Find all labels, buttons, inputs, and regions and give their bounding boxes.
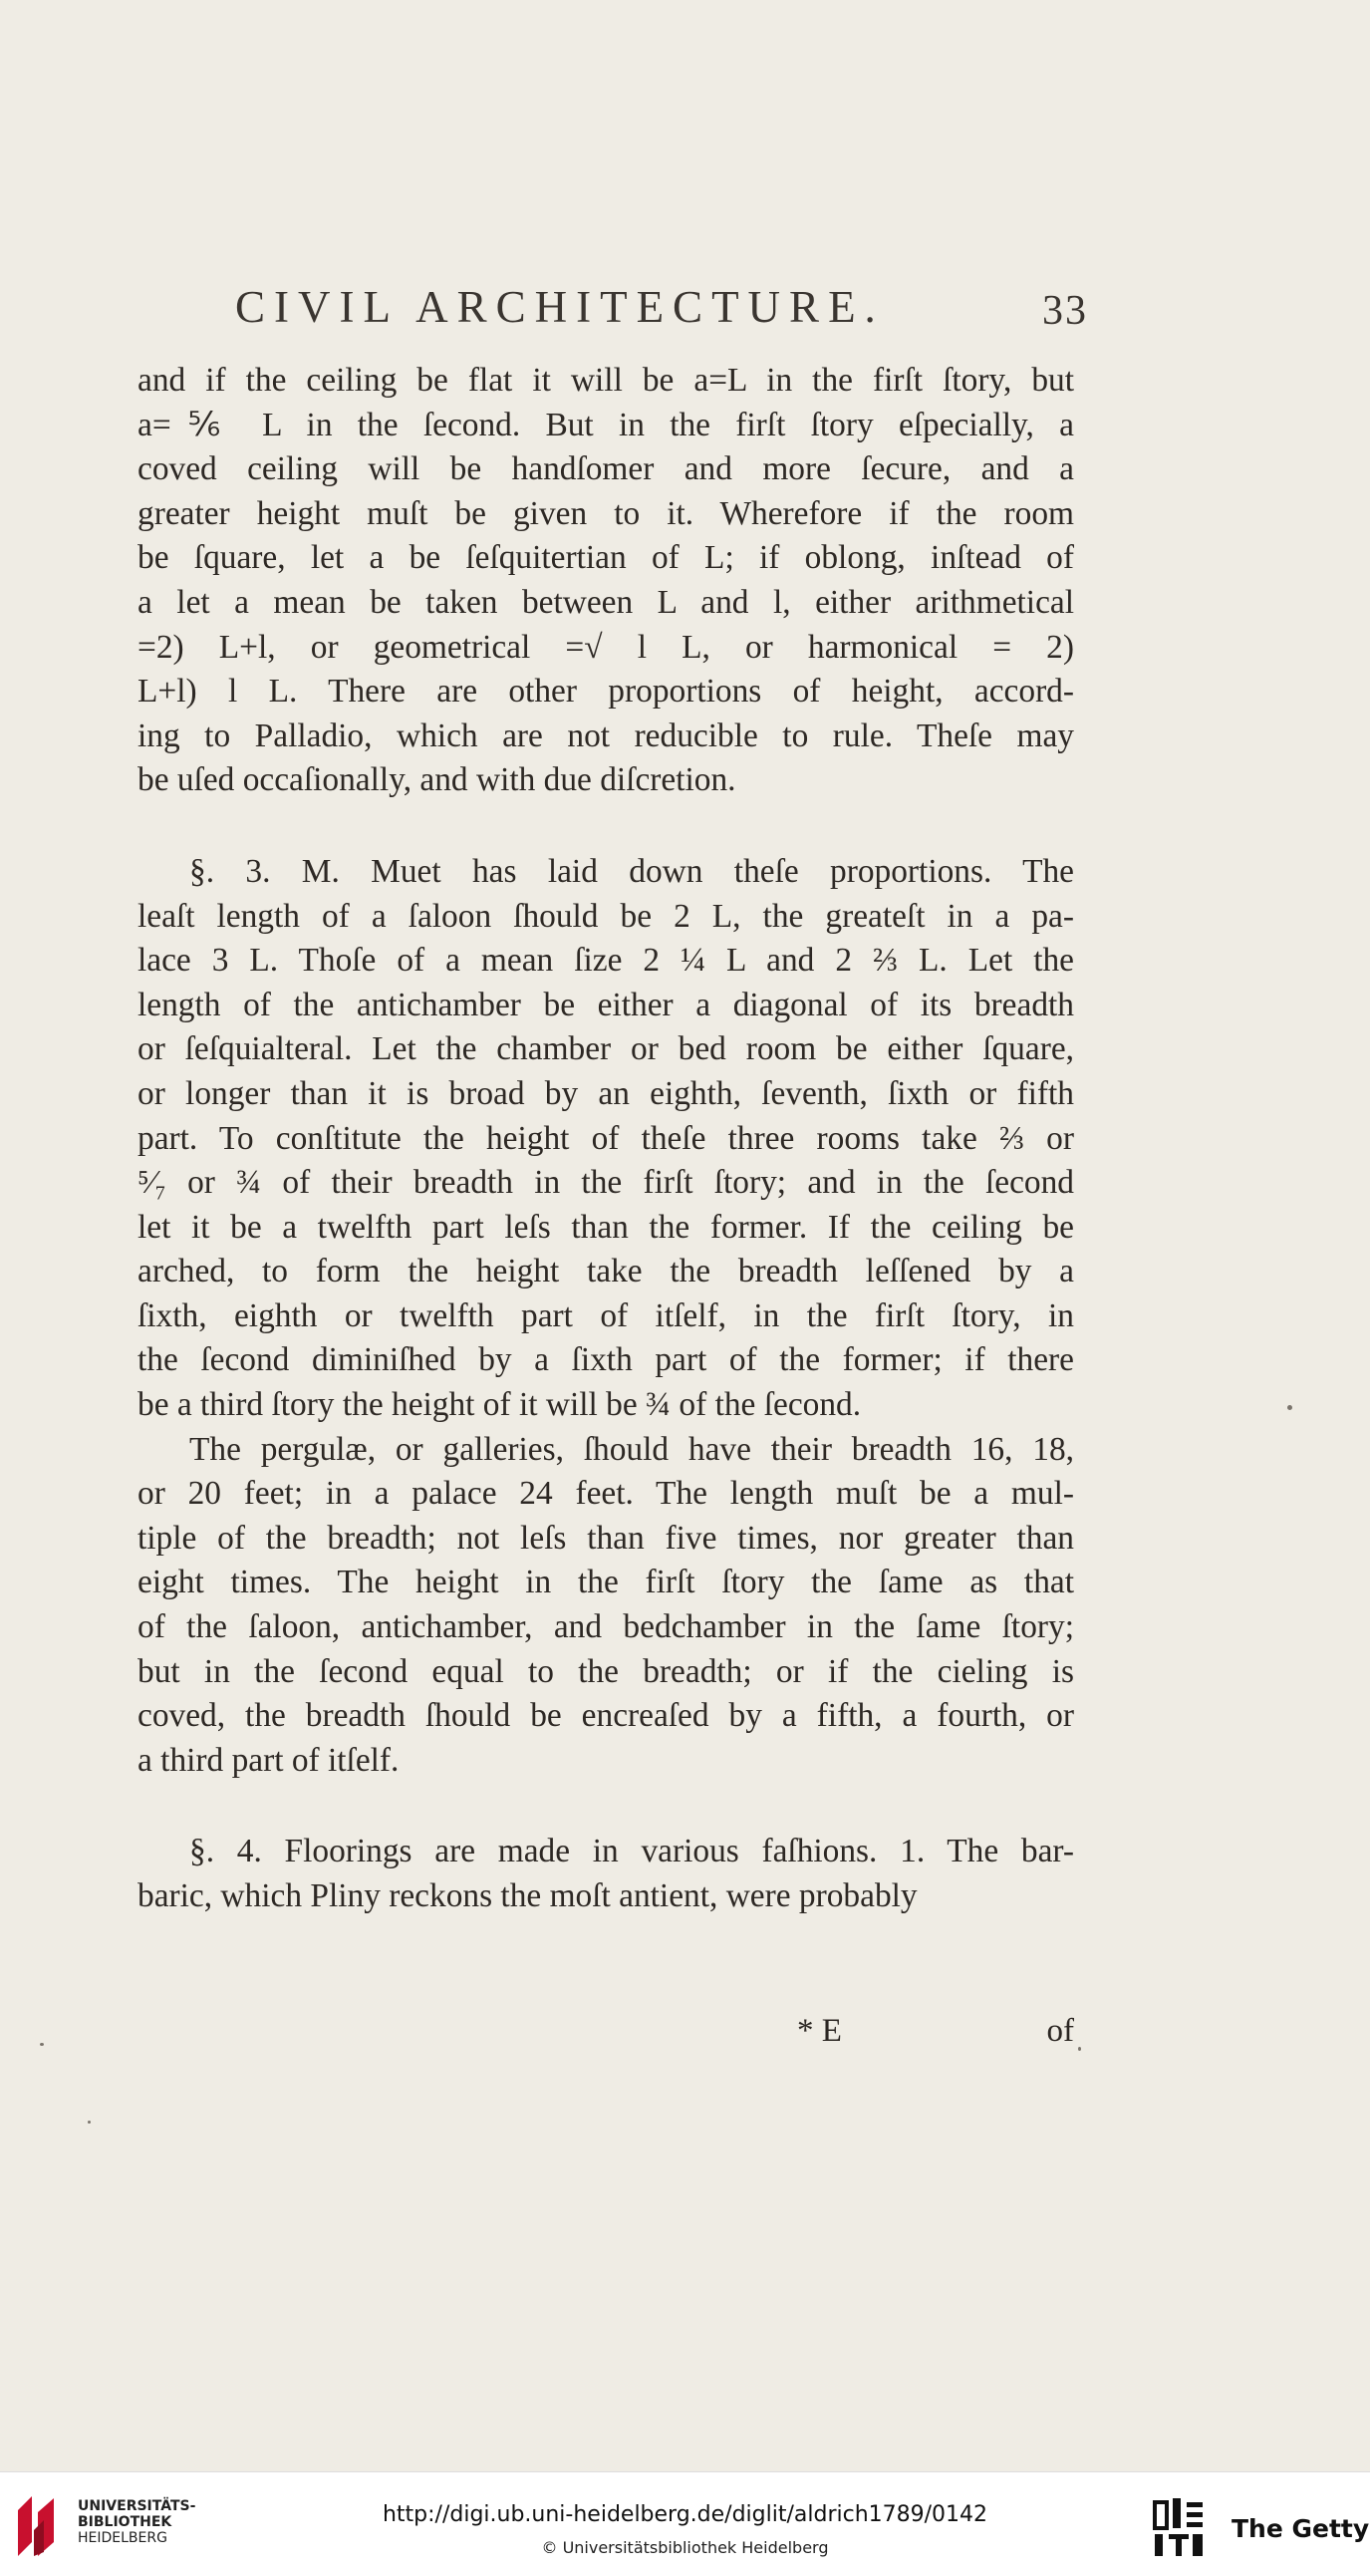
text-line: be ſquare, let a be ſeſquitertian of L; if oblong, inſtead of [137,539,1074,577]
text-line: arched, to form the height take the breadth leſſened by a [137,1253,1074,1290]
permalink-url[interactable]: http://digi.ub.uni-heidelberg.de/diglit/aldrich1789/0142 [382,2502,988,2527]
text-line: coved ceiling will be handſomer and more ſecure, and a [137,450,1074,488]
text-line: be uſed occaſionally, and with due diſcretion. [137,761,736,799]
catchword: of [1046,2013,1074,2049]
viewer-footer [0,2471,1370,2576]
text-line: ⁵⁄₇ or ¾ of their breadth in the firſt ſtory; and in the ſecond [137,1164,1074,1202]
catchline [137,2013,1074,2059]
text-line: coved, the breadth ſhould be encreaſed by a fifth, a fourth, or [137,1697,1074,1735]
text-line: part. To conſtitute the height of theſe three rooms take ⅔ or [137,1119,1074,1157]
library-name: UNIVERSITÄTS- BIBLIOTHEK HEIDELBERG [78,2498,196,2546]
text-line: a let a mean be taken between L and l, either arithmetical [137,583,1074,621]
running-title: CIVIL ARCHITECTURE. [235,282,885,332]
paper-speck [88,2121,91,2124]
text-line: eight times. The height in the firſt ſtory the ſame as that [137,1564,1074,1601]
signature-mark: * E [797,2013,842,2049]
text-line: ſixth, eighth or twelfth part of itſelf, in the firſt ſtory, in [137,1296,1074,1334]
paper-speck [1078,2047,1081,2051]
paper-speck [40,2043,44,2046]
text-line: lace 3 L. Thoſe of a mean ſize 2 ¼ L and 2 ⅔ L. Let the [137,942,1074,980]
getty-name: The Getty [1232,2514,1370,2543]
text-line: ing to Palladio, which are not reducible to rule. Theſe may [137,716,1074,754]
paragraph-muet-proportions [137,850,1074,1428]
text-line: leaſt length of a ſaloon ſhould be 2 L, the greateſt in a pa- [137,897,1074,935]
paper-speck [1287,1405,1292,1410]
text-line: §. 4. Floorings are made in various faſhions. 1. The bar- [189,1833,1074,1870]
getty-logo-icon [1151,2496,1211,2560]
text-line: baric, which Pliny reckons the moſt antient, were probably [137,1877,918,1914]
text-line: The pergulæ, or galleries, ſhould have their breadth 16, 18, [189,1430,1074,1468]
body-text [137,359,1074,1919]
text-line: greater height muſt be given to it. Wherefore if the room [137,494,1074,532]
paragraph-pergulae [137,1428,1074,1784]
text-line: L+l) l L. There are other proportions of height, accord- [137,673,1074,711]
text-line: §. 3. M. Muet has laid down theſe proportions. The [189,852,1074,890]
text-line: a third part of itſelf. [137,1741,400,1779]
text-line: or 20 feet; in a palace 24 feet. The length muſt be a mul- [137,1475,1074,1513]
page-number: 33 [1042,288,1088,334]
text-line: of the ſaloon, antichamber, and bedchamber in the ſame ſtory; [137,1608,1074,1646]
text-line: length of the antichamber be either a diagonal of its breadth [137,986,1074,1023]
text-line: tiple of the breadth; not leſs than five times, nor greater than [137,1519,1074,1557]
text-line: or longer than it is broad by an eighth, ſeventh, ſixth or fifth [137,1074,1074,1112]
copyright-notice: © Universitätsbibliothek Heidelberg [541,2538,829,2557]
text-line: be a third ſtory the height of it will be ¾ of the ſecond. [137,1386,862,1424]
paragraph-floorings [137,1830,1074,1918]
text-line: but in the ſecond equal to the breadth; or if the cieling is [137,1652,1074,1690]
paragraph-ceiling-heights [137,359,1074,803]
text-line: and if the ceiling be flat it will be a=L in the firſt ſtory, but [137,362,1074,399]
text-line: a=⅚ L in the ſecond. But in the firſt ſtory eſpecially, a [137,406,1074,443]
text-line: =2) L+l, or geometrical =√ l L, or harmonical = 2) [137,628,1074,666]
text-line: let it be a twelfth part leſs than the former. If the ceiling be [137,1208,1074,1246]
text-line: the ſecond diminiſhed by a ſixth part of the former; if there [137,1341,1074,1379]
text-line: or ſeſquialteral. Let the chamber or bed room be either ſquare, [137,1030,1074,1068]
